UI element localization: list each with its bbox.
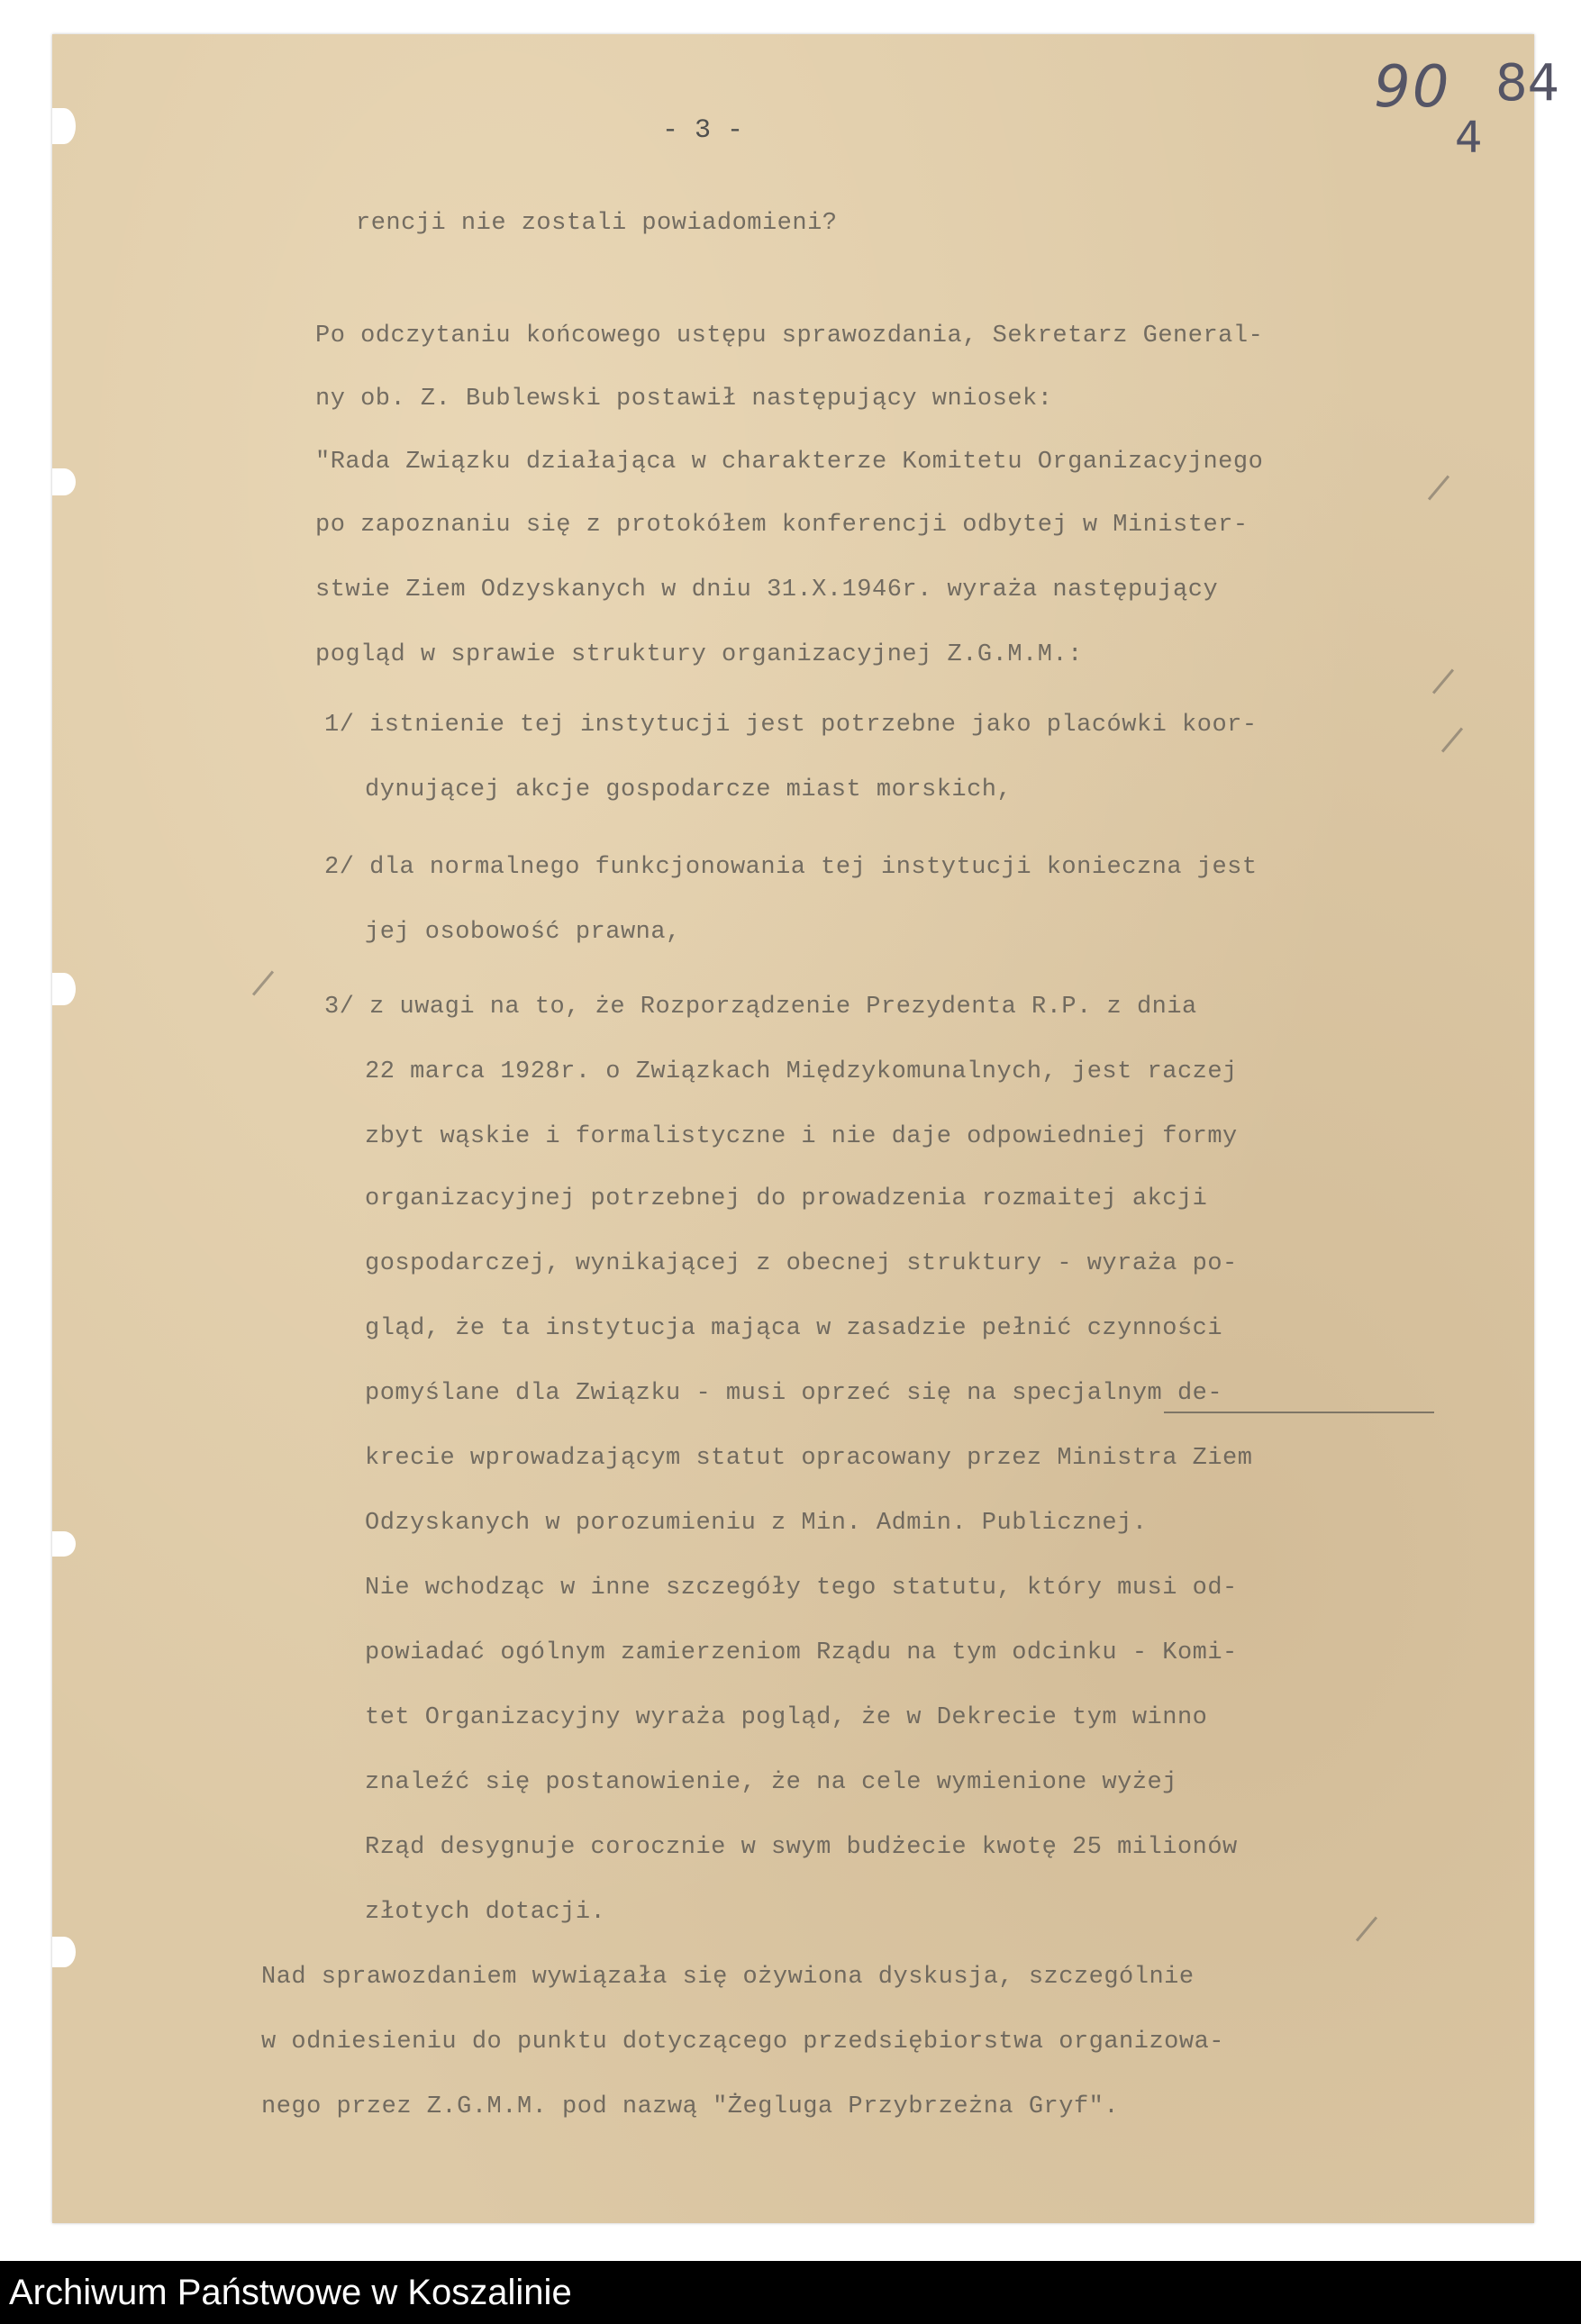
text-line: gospodarczej, wynikającej z obecnej struktury - wyraża po-	[365, 1250, 1238, 1277]
text-line: 1/ istnienie tej instytucji jest potrzebne jako placówki koor-	[324, 712, 1258, 739]
text-line: Nad sprawozdaniem wywiązała się ożywiona dyskusja, szczególnie	[261, 1964, 1195, 1991]
text-line: tet Organizacyjny wyraża pogląd, że w Dekrecie tym winno	[365, 1704, 1208, 1731]
text-line: złotych dotacji.	[365, 1899, 606, 1926]
text-line: gląd, że ta instytucja mająca w zasadzie pełnić czynności	[365, 1315, 1223, 1342]
text-line: nego przez Z.G.M.M. pod nazwą "Żegluga Przybrzeżna Gryf".	[261, 2093, 1120, 2120]
text-line: ny ob. Z. Bublewski postawił następujący wniosek:	[315, 386, 1053, 413]
text-line: po zapoznaniu się z protokółem konferencji odbytej w Minister-	[315, 512, 1249, 539]
archive-footer-bar	[0, 2261, 1581, 2324]
archive-ref-sub: 84	[1495, 54, 1560, 113]
text-line: w odniesieniu do punktu dotyczącego przedsiębiorstwa organizowa-	[261, 2029, 1224, 2056]
torn-edge	[52, 1531, 76, 1557]
text-line: pomyślane dla Związku - musi oprzeć się na specjalnym de-	[365, 1380, 1223, 1407]
torn-edge	[52, 973, 76, 1005]
text-line: rencji nie zostali powiadomieni?	[356, 210, 838, 237]
text-line: Odzyskanych w porozumieniu z Min. Admin. Publicznej.	[365, 1510, 1148, 1537]
text-line: 3/ z uwagi na to, że Rozporządzenie Prezydenta R.P. z dnia	[324, 994, 1197, 1021]
underline-mark	[1164, 1412, 1434, 1413]
text-line: Nie wchodząc w inne szczegóły tego statutu, który musi od-	[365, 1575, 1238, 1602]
torn-edge	[52, 108, 76, 144]
page-number: - 3 -	[662, 115, 744, 146]
torn-edge	[52, 468, 76, 495]
text-line: dynującej akcje gospodarcze miast morskich,	[365, 776, 1013, 803]
text-line: pogląd w sprawie struktury organizacyjnej Z.G.M.M.:	[315, 641, 1083, 668]
archive-ref-extra: 4	[1455, 113, 1483, 163]
text-line: znaleźć się postanowienie, że na cele wymienione wyżej	[365, 1769, 1177, 1796]
text-line: krecie wprowadzającym statut opracowany przez Ministra Ziem	[365, 1445, 1253, 1472]
text-line: powiadać ogólnym zamierzeniom Rządu na tym odcinku - Komi-	[365, 1639, 1238, 1666]
text-line: "Rada Związku działająca w charakterze Komitetu Organizacyjnego	[315, 449, 1264, 476]
text-line: 2/ dla normalnego funkcjonowania tej instytucji konieczna jest	[324, 854, 1258, 881]
archive-ref-number: 90	[1374, 54, 1451, 121]
archive-institution-name: Archiwum Państwowe w Koszalinie	[9, 2273, 572, 2312]
text-line: Rząd desygnuje corocznie w swym budżecie kwotę 25 milionów	[365, 1834, 1238, 1861]
text-line: 22 marca 1928r. o Związkach Międzykomunalnych, jest raczej	[365, 1058, 1238, 1085]
text-line: Po odczytaniu końcowego ustępu sprawozdania, Sekretarz General-	[315, 322, 1264, 350]
torn-edge	[52, 1937, 76, 1967]
text-line: zbyt wąskie i formalistyczne i nie daje odpowiedniej formy	[365, 1123, 1238, 1150]
text-line: jej osobowość prawna,	[365, 919, 681, 946]
text-line: organizacyjnej potrzebnej do prowadzenia rozmaitej akcji	[365, 1185, 1208, 1212]
text-line: stwie Ziem Odzyskanych w dniu 31.X.1946r. wyraża następujący	[315, 576, 1219, 604]
